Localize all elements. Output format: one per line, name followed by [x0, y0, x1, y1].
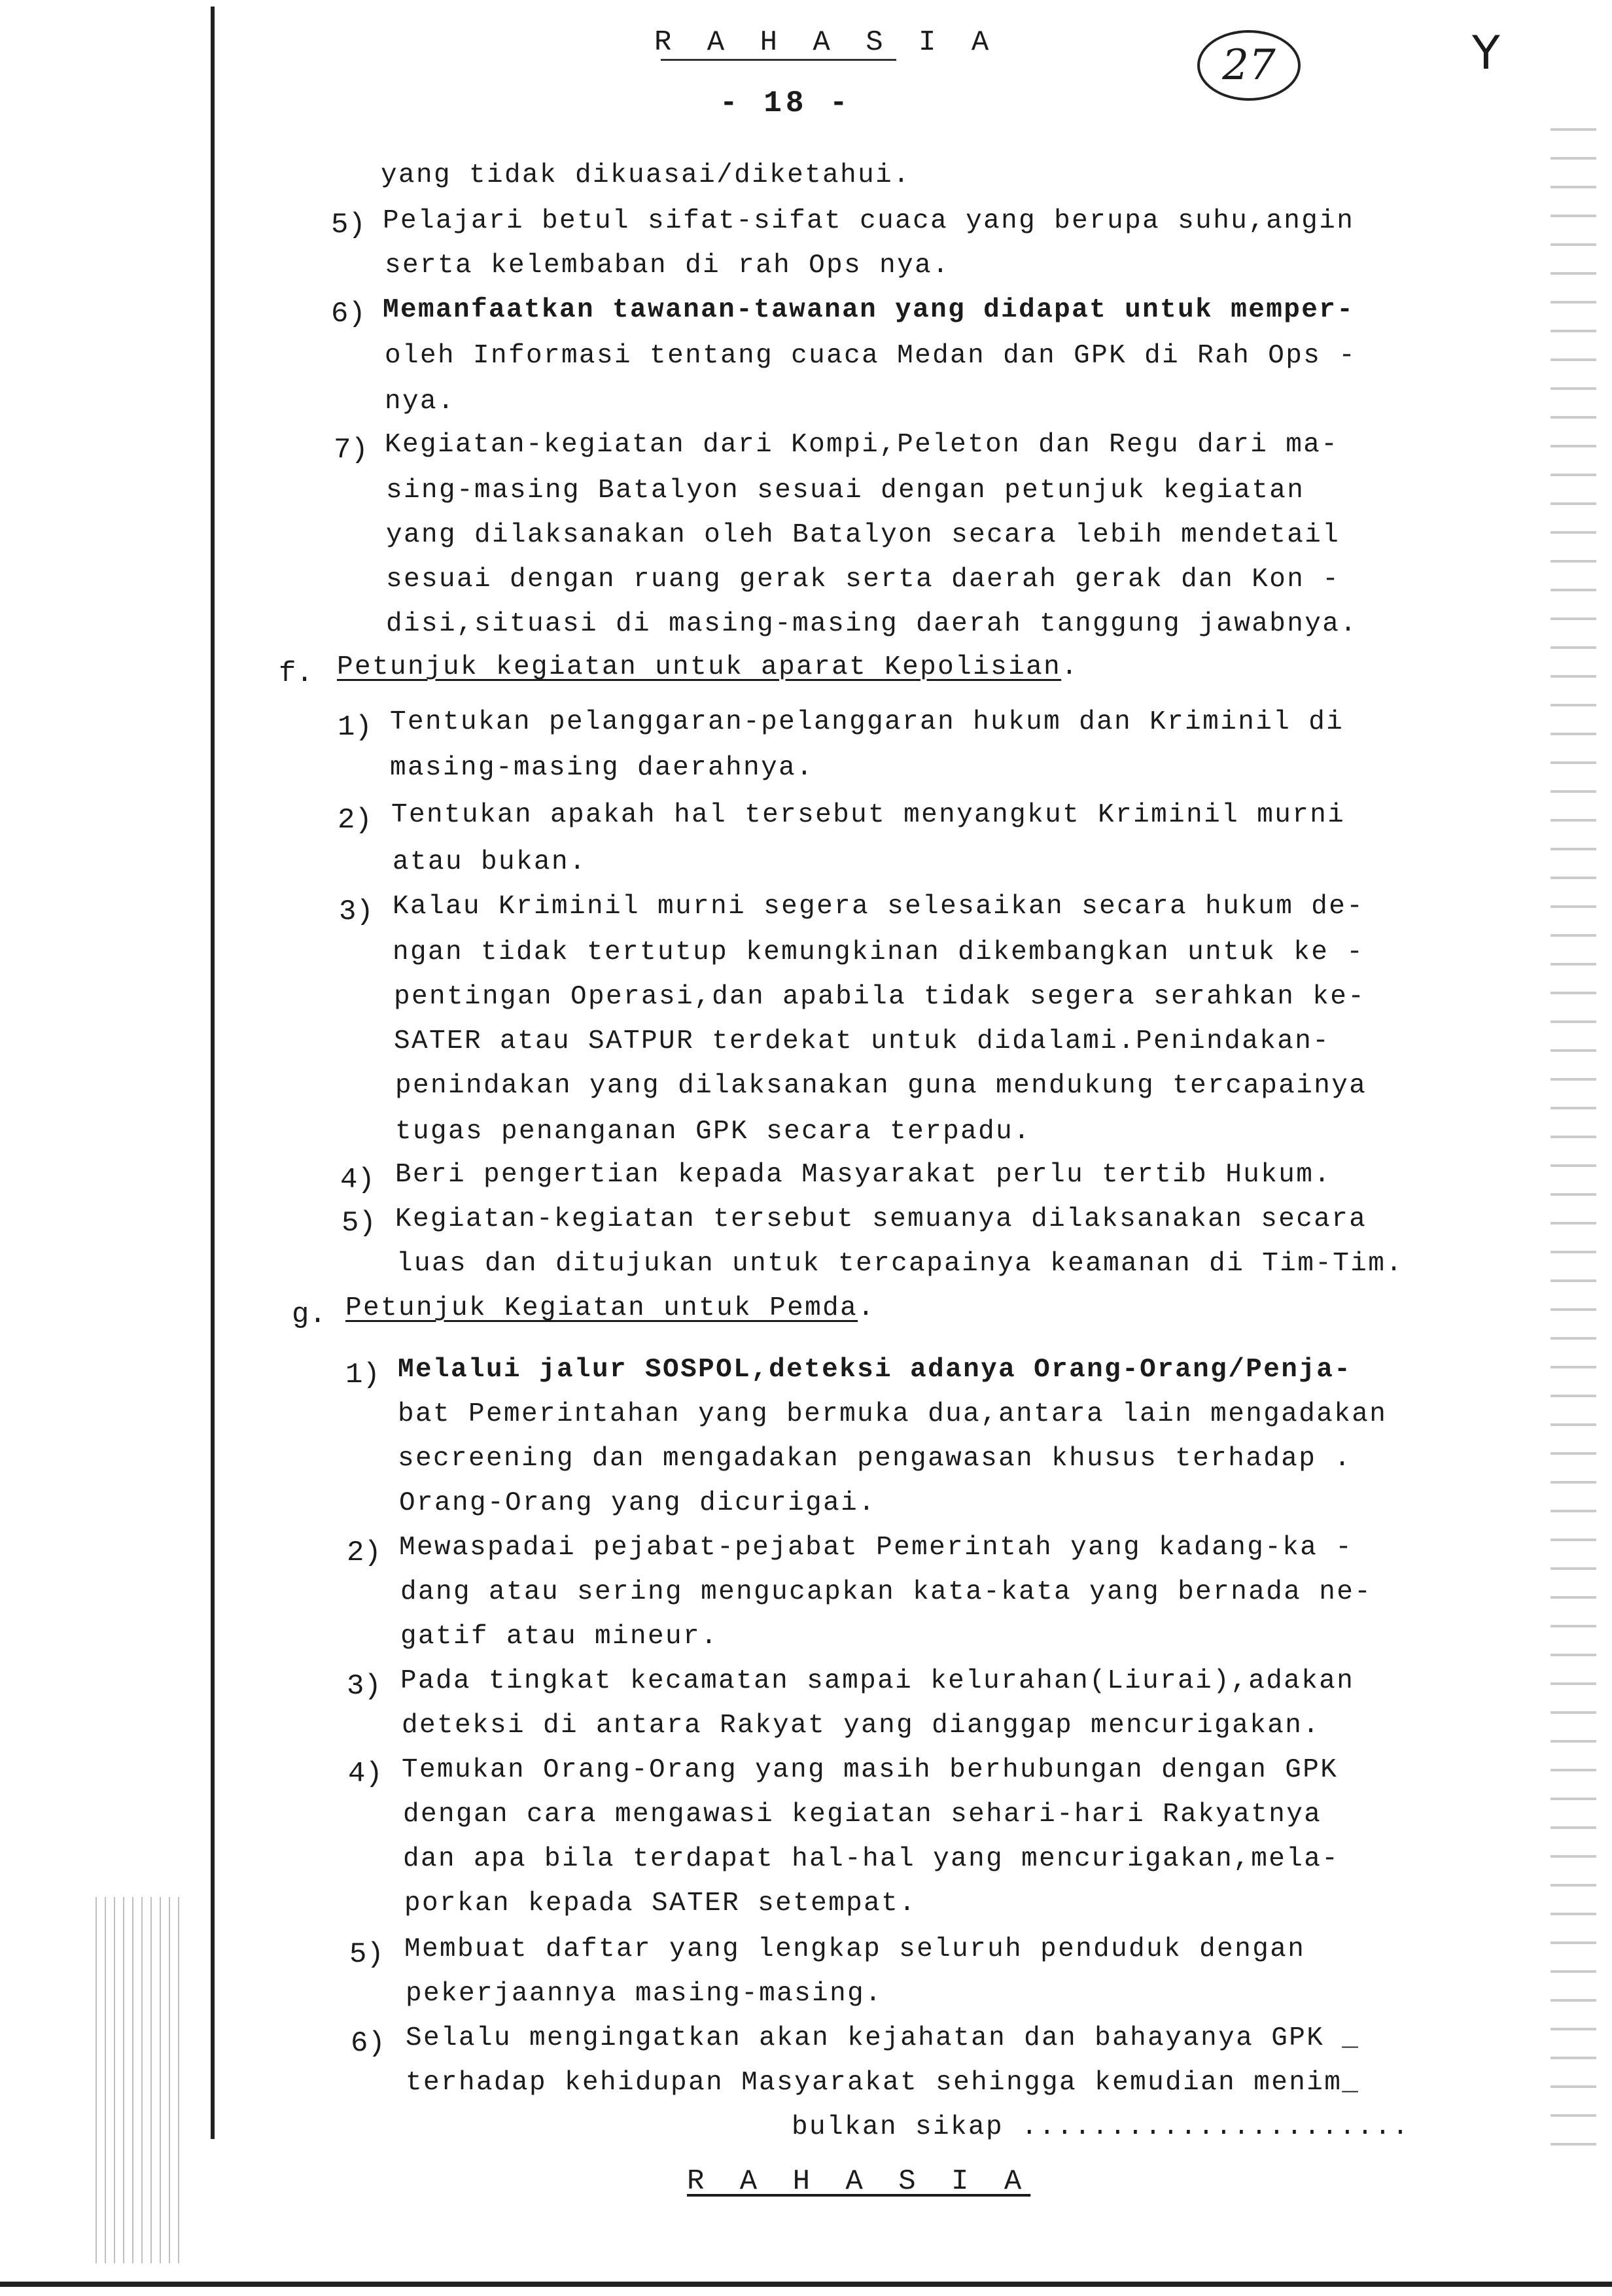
section-letter: f.	[279, 657, 313, 690]
item-line: disi,situasi di masing-masing daerah tanggung jawabnya.	[386, 609, 1358, 639]
item-number: 4)	[340, 1164, 375, 1196]
item-line: ngan tidak tertutup kemungkinan dikembangkan untuk ke -	[393, 937, 1365, 967]
item-number: 7)	[334, 434, 368, 466]
item-line: dengan cara mengawasi kegiatan sehari-hari Rakyatnya	[403, 1800, 1322, 1830]
item-line: Mewaspadai pejabat-pejabat Pemerintah yang kadang-ka -	[399, 1533, 1354, 1563]
section-title-end: .	[858, 1293, 876, 1323]
item-line: secreening dan mengadakan pengawasan khusus terhadap .	[398, 1444, 1352, 1474]
item-line: dang atau sering mengucapkan kata-kata yang bernada ne-	[400, 1577, 1373, 1607]
item-line: Tentukan apakah hal tersebut menyangkut Kriminil murni	[391, 800, 1346, 830]
item-line: dan apa bila terdapat hal-hal yang mencurigakan,mela-	[403, 1844, 1340, 1874]
left-binding-edge	[211, 7, 215, 2139]
item-line: Kegiatan-kegiatan tersebut semuanya dilaksanakan secara	[395, 1204, 1367, 1234]
classification-footer: R A H A S I A	[687, 2165, 1031, 2198]
item-number: 6)	[331, 298, 366, 330]
item-line: luas dan ditujukan untuk tercapainya keamanan di Tim-Tim.	[396, 1249, 1404, 1279]
item-line: Selalu mengingatkan akan kejahatan dan bahayanya GPK _	[406, 2023, 1360, 2053]
header-underline	[661, 59, 896, 61]
item-number: 5)	[349, 1938, 384, 1971]
item-number: 1)	[338, 711, 372, 744]
item-number: 4)	[348, 1758, 383, 1790]
item-line: SATER atau SATPUR terdekat untuk didalami.Penindakan-	[394, 1026, 1331, 1056]
item-line: terhadap kehidupan Masyarakat sehingga kemudian menim_	[406, 2068, 1360, 2098]
item-line: gatif atau mineur.	[400, 1622, 719, 1652]
item-number: 3)	[339, 896, 374, 928]
section-title: Petunjuk Kegiatan untuk Pemda	[345, 1293, 858, 1323]
handwritten-page-stamp: 27	[1197, 30, 1301, 101]
item-line: oleh Informasi tentang cuaca Medan dan GPK di Rah Ops -	[385, 341, 1357, 371]
item-line: penindakan yang dilaksanakan guna mendukung tercapainya	[395, 1071, 1367, 1101]
item-line: pentingan Operasi,dan apabila tidak segera serahkan ke-	[394, 982, 1366, 1012]
bottom-edge	[0, 2282, 1612, 2287]
item-line: atau bukan.	[393, 847, 587, 877]
section-f-heading	[337, 654, 1079, 681]
item-line: masing-masing daerahnya.	[390, 753, 815, 783]
item-line: Beri pengertian kepada Masyarakat perlu tertib Hukum.	[395, 1160, 1332, 1190]
item-line: yang dilaksanakan oleh Batalyon secara lebih mendetail	[386, 520, 1340, 550]
item-line: tugas penanganan GPK secara terpadu.	[395, 1117, 1032, 1147]
item-line: pekerjaannya masing-masing.	[406, 1979, 883, 2009]
item-line: Pelajari betul sifat-sifat cuaca yang berupa suhu,angin	[383, 206, 1355, 236]
item-number: 5)	[331, 209, 366, 241]
section-letter: g.	[292, 1298, 326, 1331]
item-line: porkan kepada SATER setempat.	[404, 1888, 917, 1919]
item-number: 2)	[347, 1537, 381, 1569]
section-title-end: .	[1061, 652, 1079, 682]
item-number: 3)	[347, 1670, 381, 1703]
item-line: bulkan sikap ......................	[792, 2112, 1410, 2142]
scan-noise-right	[1551, 118, 1596, 2146]
item-line: sing-masing Batalyon sesuai dengan petunjuk kegiatan	[386, 476, 1305, 506]
section-title: Petunjuk kegiatan untuk aparat Kepolisian	[337, 652, 1062, 682]
corner-mark: Y	[1472, 26, 1500, 80]
item-line: deteksi di antara Rakyat yang dianggap mencurigakan.	[402, 1711, 1321, 1741]
item-number: 5)	[342, 1207, 376, 1240]
item-number: 6)	[351, 2027, 385, 2060]
item-line: Pada tingkat kecamatan sampai kelurahan(Liurai),adakan	[400, 1666, 1355, 1696]
item-line: Kalau Kriminil murni segera selesaikan secara hukum de-	[393, 892, 1365, 922]
item-number: 1)	[345, 1359, 380, 1391]
item-line: bat Pemerintahan yang bermuka dua,antara lain mengadakan	[398, 1399, 1388, 1429]
item-line: nya.	[385, 387, 456, 417]
item-line: Membuat daftar yang lengkap seluruh penduduk dengan	[404, 1934, 1306, 1964]
item-line: sesuai dengan ruang gerak serta daerah gerak dan Kon -	[386, 565, 1340, 595]
item-line: Temukan Orang-Orang yang masih berhubungan dengan GPK	[402, 1755, 1339, 1785]
intro-line: yang tidak dikuasai/diketahui.	[381, 160, 911, 190]
section-g-heading	[345, 1295, 875, 1322]
item-line: Melalui jalur SOSPOL,deteksi adanya Orang-Orang/Penja-	[398, 1355, 1352, 1385]
classification-header: R A H A S I A	[654, 26, 998, 59]
scan-noise-left	[92, 1897, 183, 2263]
item-line: Orang-Orang yang dicurigai.	[399, 1488, 877, 1518]
item-line: serta kelembaban di rah Ops nya.	[385, 251, 951, 281]
item-line: Tentukan pelanggaran-pelanggaran hukum dan Kriminil di	[390, 707, 1344, 737]
item-line: Kegiatan-kegiatan dari Kompi,Peleton dan Regu dari ma-	[385, 430, 1339, 460]
item-line: Memanfaatkan tawanan-tawanan yang didapat untuk memper-	[383, 295, 1355, 325]
item-number: 2)	[338, 804, 372, 837]
page-number: - 18 -	[720, 86, 852, 120]
